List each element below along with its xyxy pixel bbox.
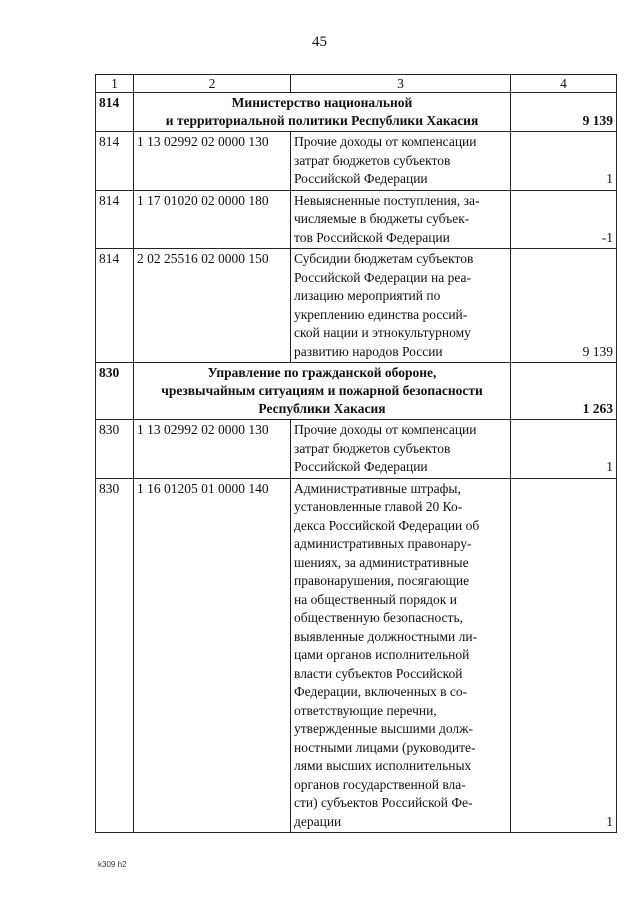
description-line: укреплению единства россий-: [294, 306, 468, 322]
description-line: выявленные должностными ли-: [294, 628, 478, 644]
row-kbk-code: 1 13 02992 02 0000 130: [134, 132, 291, 191]
column-header: 1: [96, 75, 134, 93]
section-total: 1 263: [511, 363, 617, 420]
section-header-row: [96, 93, 617, 132]
row-admin-code: 814: [96, 249, 134, 363]
section-admin-code: 830: [96, 363, 134, 420]
row-amount: 1: [511, 478, 617, 833]
section-org-name: [134, 363, 511, 420]
row-description: [291, 478, 511, 833]
row-description: [291, 249, 511, 363]
description-line: цами органов исполнительной: [294, 647, 470, 662]
row-kbk-code: 1 16 01205 01 0000 140: [134, 478, 291, 833]
description-line: декса Российской Федерации об: [294, 517, 480, 533]
column-header: 2: [134, 75, 291, 93]
description-line: затрат бюджетов субъектов: [294, 440, 451, 456]
description-line: Прочие доходы от компенсации: [294, 422, 477, 437]
column-header: 3: [291, 75, 511, 93]
row-description: [291, 132, 511, 191]
row-kbk-code: 2 02 25516 02 0000 150: [134, 249, 291, 363]
org-name-line: Республики Хакасия: [258, 401, 386, 416]
description-line: на общественный порядок и: [294, 591, 457, 607]
row-description: [291, 190, 511, 249]
row-amount: -1: [511, 190, 617, 249]
description-line: Субсидии бюджетам субъектов: [294, 251, 474, 266]
row-admin-code: 814: [96, 132, 134, 191]
table-row: [96, 420, 617, 479]
section-org-name: [134, 93, 511, 132]
table-row: [96, 190, 617, 249]
row-kbk-code: 1 13 02992 02 0000 130: [134, 420, 291, 479]
description-line: ответствующие перечни,: [294, 702, 437, 718]
description-line: власти субъектов Российской: [294, 665, 463, 681]
description-line: развитию народов России: [294, 343, 443, 359]
row-admin-code: 830: [96, 420, 134, 479]
org-name-line: и территориальной политики Республики Хакасия: [165, 113, 479, 128]
column-header: 4: [511, 75, 617, 93]
description-line: лизацию мероприятий по: [294, 288, 441, 303]
section-total: 9 139: [511, 93, 617, 132]
description-line: ской нации и этнокультурному: [294, 325, 471, 340]
section-admin-code: 814: [96, 93, 134, 132]
revenue-table: [95, 74, 617, 833]
org-name-line: Министерство национальной: [231, 95, 413, 110]
description-line: Невыясненные поступления, за-: [294, 192, 480, 208]
description-line: административных правонару-: [294, 536, 472, 551]
description-line: сти) субъектов Российской Фе-: [294, 795, 473, 810]
description-line: ностными лицами (руководите-: [294, 739, 476, 755]
table-row: [96, 478, 617, 833]
description-line: правонарушения, посягающие: [294, 573, 470, 588]
document-footer-code: k309 h2: [98, 860, 127, 869]
row-admin-code: 830: [96, 478, 134, 833]
description-line: Прочие доходы от компенсации: [294, 134, 477, 149]
row-kbk-code: 1 17 01020 02 0000 180: [134, 190, 291, 249]
description-line: органов государственной вла-: [294, 776, 466, 792]
description-line: лями высших исполнительных: [294, 758, 472, 773]
row-amount: 9 139: [511, 249, 617, 363]
org-name-line: Управление по гражданской обороне,: [207, 365, 437, 380]
row-amount: 1: [511, 132, 617, 191]
description-line: шениях, за административные: [294, 554, 469, 570]
description-line: дерации: [294, 813, 342, 829]
row-admin-code: 814: [96, 190, 134, 249]
description-line: числяемые в бюджеты субъек-: [294, 211, 470, 226]
page-number: 45: [312, 34, 327, 50]
description-line: Российской Федерации на реа-: [294, 269, 472, 285]
section-header-row: [96, 363, 617, 420]
description-line: затрат бюджетов субъектов: [294, 152, 451, 168]
description-line: Административные штрафы,: [294, 480, 461, 496]
description-line: тов Российской Федерации: [294, 229, 450, 245]
description-line: утвержденные высшими долж-: [294, 721, 473, 736]
table-row: [96, 249, 617, 363]
table-header-row: [96, 75, 617, 93]
description-line: Российской Федерации: [294, 459, 428, 474]
description-line: Федерации, включенных в со-: [294, 684, 468, 699]
row-amount: 1: [511, 420, 617, 479]
org-name-line: чрезвычайным ситуациям и пожарной безопасности: [161, 383, 483, 398]
row-description: [291, 420, 511, 479]
description-line: установленные главой 20 Ко-: [294, 499, 463, 514]
table-row: [96, 132, 617, 191]
description-line: Российской Федерации: [294, 171, 428, 186]
description-line: общественную безопасность,: [294, 610, 463, 625]
